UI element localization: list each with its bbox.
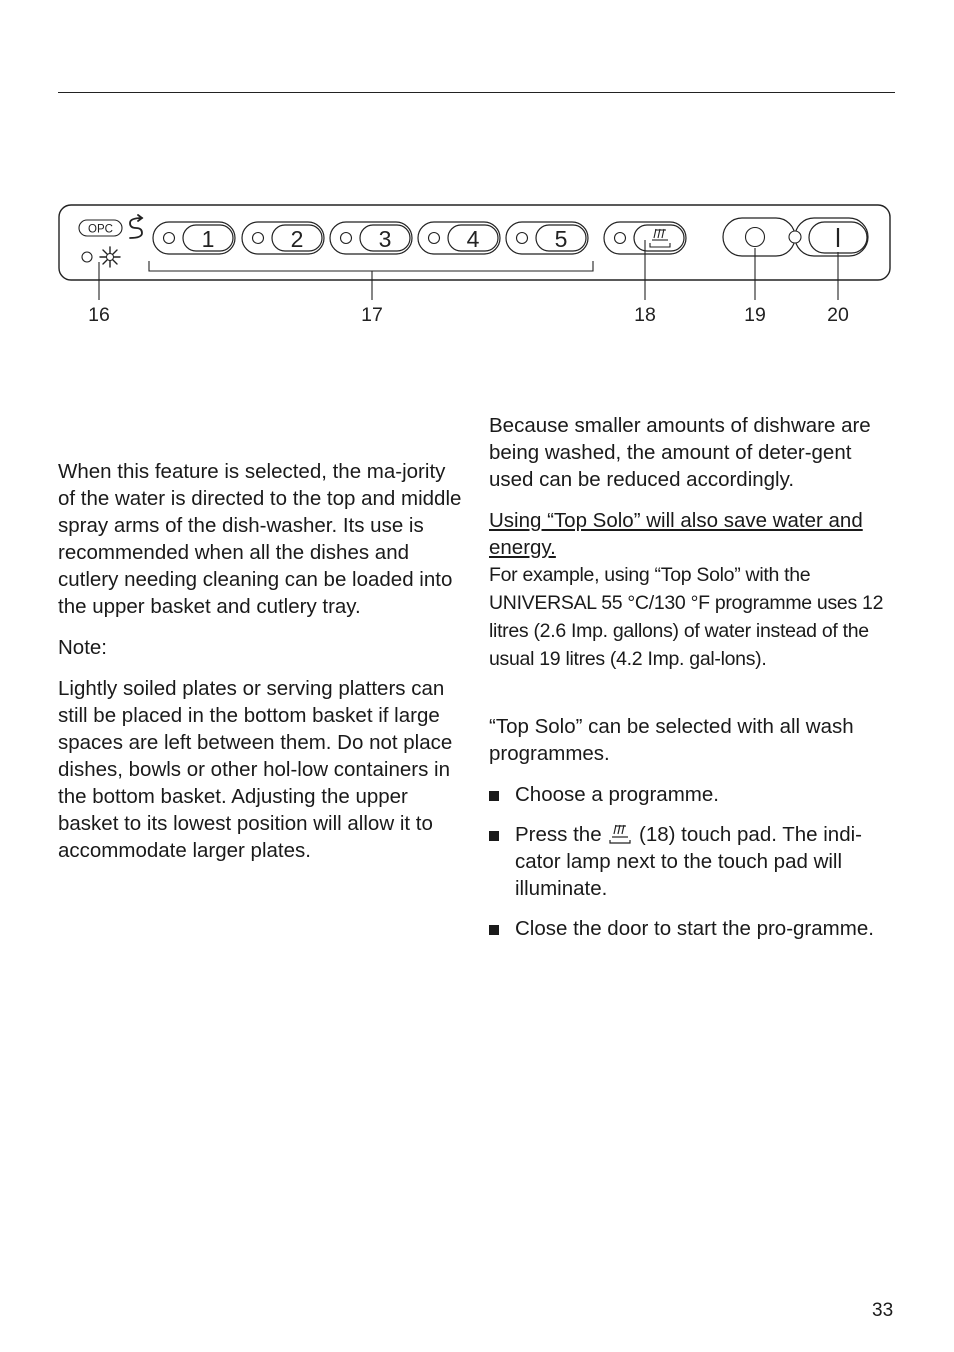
bullet-square-icon	[489, 791, 499, 801]
detergent-text: Because smaller amounts of dishware are being washed, the amount of deter-gent used can be reduced accordingly.	[489, 414, 871, 491]
callout-19: 19	[744, 304, 766, 326]
power-lamp	[789, 231, 801, 243]
savings-example: For example, using “Top Solo” with the UNIVERSAL 55 °C/130 °F programme uses 12 litres (2.6 Imp. gallons) of water instead of the usual 19 litres (4.2 Imp. gal-lons).	[489, 564, 884, 670]
callout-20: 20	[827, 304, 849, 326]
bullet-square-icon	[489, 831, 499, 841]
start-stop-button[interactable]	[723, 218, 795, 256]
note-label: Note:	[58, 636, 107, 659]
program-label-5: 5	[554, 226, 568, 252]
program-button-5[interactable]	[506, 222, 588, 254]
list-item	[489, 915, 899, 942]
power-button-housing	[795, 218, 868, 256]
callout-18: 18	[634, 304, 656, 326]
feature-description: When this feature is selected, the ma-jority of the water is directed to the top and middle spray arms of the dish-washer. Its use is recommended when all the dishes and cutlery needing cleaning can be loaded into the upper basket and cutlery tray.	[58, 460, 462, 618]
program-button-3[interactable]	[330, 222, 412, 254]
callout-17: 17	[361, 304, 383, 326]
list-item	[489, 821, 899, 902]
note-text: Lightly soiled plates or serving platters can still be placed in the bottom basket if large spaces are left between them. Do not place dishes, bowls or other hol-low containers in the bottom basket. Adjusting the upper basket to its lowest position will allow it to accommodate larger plates.	[58, 677, 453, 862]
top-solo-icon	[650, 229, 670, 247]
on-off-button[interactable]	[809, 222, 867, 253]
selection-text: “Top Solo” can be selected with all wash programmes.	[489, 715, 854, 765]
left-column	[58, 458, 468, 878]
instruction-text: Choose a programme.	[515, 783, 719, 806]
salt-refill-icon	[130, 215, 142, 238]
control-panel-diagram	[0, 0, 954, 340]
page-number: 33	[872, 1300, 894, 1321]
instruction-text: Close the door to start the pro-gramme.	[515, 917, 874, 940]
program-label-3: 3	[378, 226, 392, 252]
bullet-square-icon	[489, 925, 499, 935]
top-solo-icon	[609, 822, 631, 844]
instruction-text: Press the	[515, 823, 602, 846]
opc-label: OPC	[88, 223, 113, 236]
instruction-text: (18) touch pad. The indi-cator lamp next to the touch pad will illuminate.	[515, 823, 862, 900]
list-item	[489, 781, 899, 808]
rinse-aid-lamp	[82, 252, 92, 262]
program-label-4: 4	[466, 226, 480, 252]
program-label-2: 2	[290, 226, 304, 252]
program-button-1[interactable]	[153, 222, 235, 254]
instruction-list	[489, 781, 899, 942]
callout-16: 16	[88, 304, 110, 326]
program-label-1: 1	[201, 226, 215, 252]
savings-heading: Using “Top Solo” will also save water and energy.	[489, 509, 863, 559]
program-button-2[interactable]	[242, 222, 324, 254]
right-column	[489, 412, 899, 955]
program-button-4[interactable]	[418, 222, 500, 254]
